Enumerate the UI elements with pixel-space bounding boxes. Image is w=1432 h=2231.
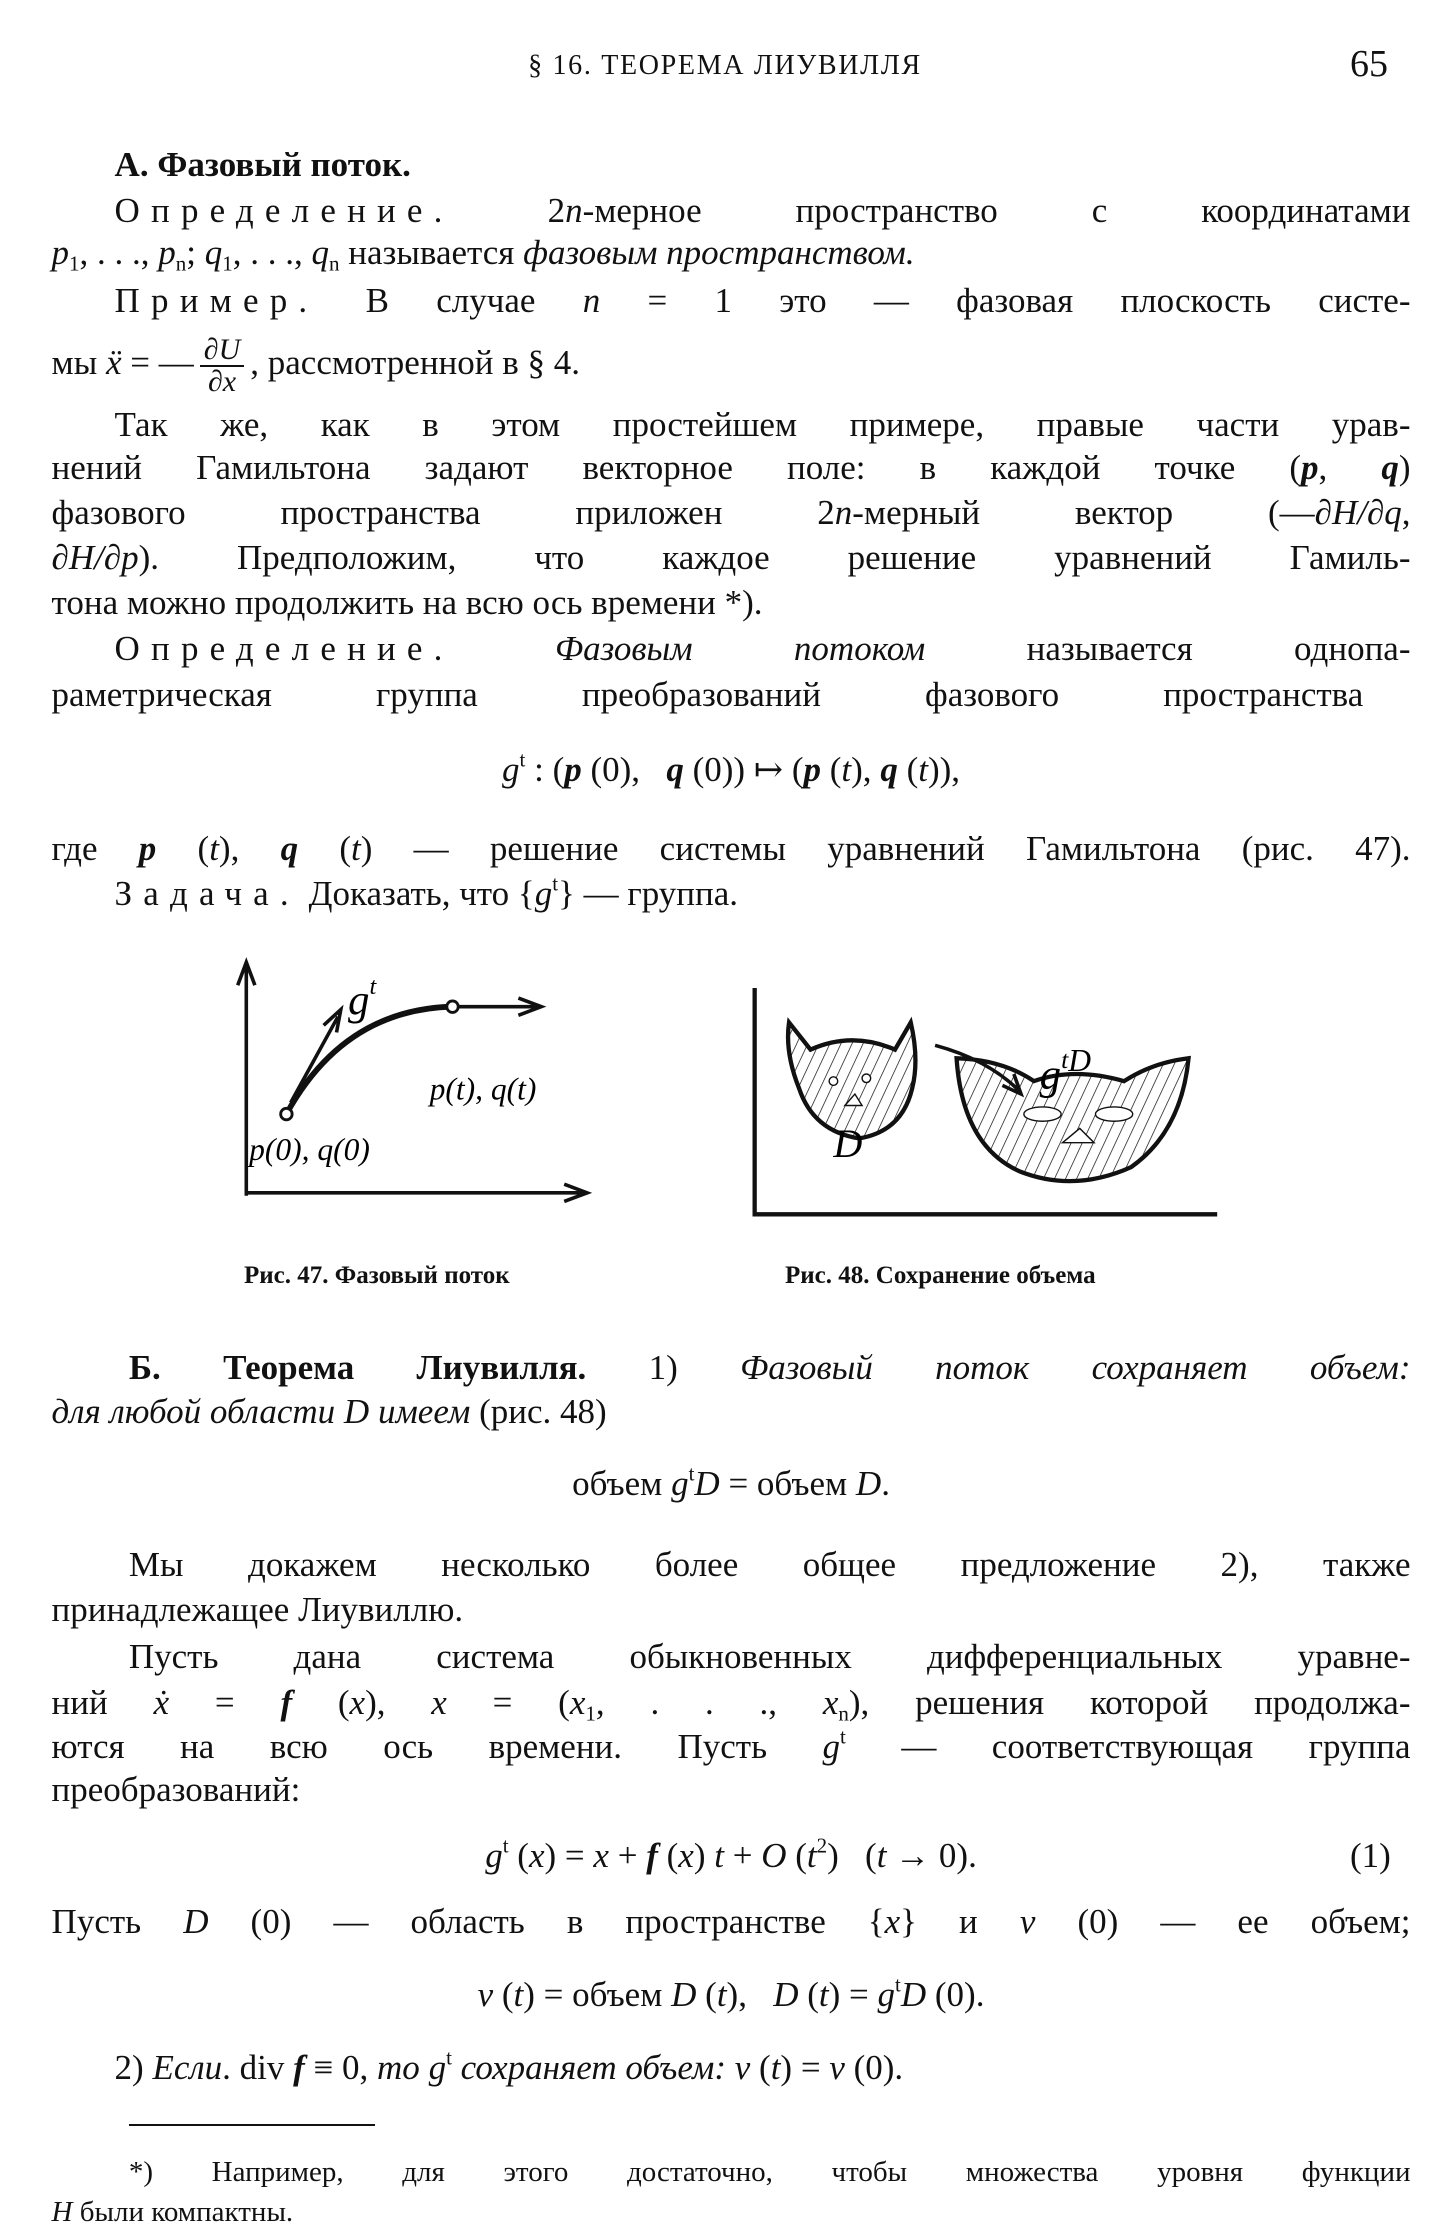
text-run: : ( bbox=[525, 750, 565, 790]
text-run: t bbox=[209, 829, 219, 869]
text-run: ( bbox=[798, 1974, 819, 2014]
cat-eye bbox=[829, 1077, 838, 1086]
text-run: 2) bbox=[114, 2047, 153, 2087]
end-point-label: p(t), q(t) bbox=[429, 1071, 537, 1107]
text-run: p bbox=[51, 233, 70, 273]
text-run: g bbox=[671, 1463, 689, 1503]
text-run: q bbox=[311, 233, 330, 273]
text-run: Задача. bbox=[114, 873, 300, 913]
text-run: 1 bbox=[222, 251, 233, 276]
text-run: Определение. bbox=[114, 628, 454, 668]
text-run: )), bbox=[927, 750, 961, 790]
equation-number: (1) bbox=[1350, 1836, 1391, 1875]
text-run: Если bbox=[152, 2047, 223, 2087]
text-run: тона можно продолжить на всю ось времени *). bbox=[51, 582, 763, 622]
text-run: ) = bbox=[828, 1974, 878, 2014]
text-run: (рис. 48) bbox=[470, 1391, 607, 1431]
text-run: = ( bbox=[446, 1682, 570, 1722]
footnote-divider bbox=[129, 2124, 375, 2126]
text-run: t bbox=[688, 1460, 695, 1485]
text-run: t bbox=[806, 1835, 817, 1875]
text-run: 1 bbox=[585, 1700, 596, 1725]
text-run: Пусть дана система обыкновенных дифференциальных уравне- bbox=[128, 1636, 1411, 1676]
text-run: D bbox=[773, 1974, 799, 2014]
text-run: f bbox=[280, 1682, 293, 1722]
x-axis-arrow bbox=[246, 1184, 587, 1201]
text-run: ний bbox=[51, 1682, 154, 1722]
text-run: ), решения которой продолжа- bbox=[848, 1682, 1411, 1722]
text-run: t bbox=[351, 829, 361, 869]
text-run: n bbox=[565, 190, 583, 230]
text-run: ∂H/∂p bbox=[51, 538, 139, 578]
figure-48-caption: Рис. 48. Сохранение объема bbox=[785, 1262, 1096, 1289]
text-run: = bbox=[169, 1682, 281, 1722]
text-run: (0) — ее объем; bbox=[1035, 1901, 1411, 1941]
text-run: q bbox=[880, 750, 898, 790]
text-run: t bbox=[446, 2045, 452, 2070]
text-run: (0). bbox=[844, 2047, 904, 2087]
text-run: ( bbox=[657, 1835, 679, 1875]
text-run: t bbox=[918, 750, 928, 790]
text-run: t bbox=[502, 1833, 509, 1858]
text-run: q bbox=[666, 750, 684, 790]
text-run: Доказать, что { bbox=[299, 873, 535, 913]
text-run: В случае bbox=[318, 280, 583, 320]
text-run: мы bbox=[51, 343, 106, 383]
text-run: , рассмотренной в § 4. bbox=[250, 343, 581, 383]
text-run: f bbox=[646, 1835, 658, 1875]
text-run: называется однопа- bbox=[925, 628, 1411, 668]
text-run: v bbox=[1019, 1901, 1036, 1941]
text-run: ẋ bbox=[153, 1682, 170, 1722]
text-run: D bbox=[694, 1463, 720, 1503]
text-run: ). Предположим, что каждое решение уравнений Гамиль- bbox=[138, 538, 1411, 578]
text-run: + bbox=[723, 1835, 762, 1875]
text-run: ) = bbox=[544, 1835, 594, 1875]
text-run: p bbox=[803, 750, 822, 790]
start-point-label: p(0), q(0) bbox=[249, 1131, 370, 1167]
text-run: (0) — область в пространстве { bbox=[208, 1901, 885, 1941]
text-run: (0). bbox=[926, 1974, 985, 2014]
text-run: = — bbox=[121, 343, 194, 383]
text-run: t bbox=[818, 1974, 829, 2014]
text-run: t bbox=[895, 1972, 901, 1997]
text-run: -мерное пространство с координатами bbox=[582, 190, 1411, 230]
text-run: ются на всю ось времени. Пусть bbox=[51, 1727, 823, 1767]
text-run: ≡ 0, bbox=[304, 2047, 378, 2087]
text-run: Определение. bbox=[114, 190, 454, 230]
page-number: 65 bbox=[1350, 43, 1388, 85]
text-run: D bbox=[900, 1974, 927, 2014]
text-run: p bbox=[1301, 448, 1319, 488]
text-run: преобразований: bbox=[51, 1770, 301, 1809]
text-run: O bbox=[761, 1835, 787, 1875]
text-run: n bbox=[838, 1700, 849, 1725]
text-run: + bbox=[608, 1835, 647, 1875]
text-run: — соответствующая группа bbox=[845, 1727, 1411, 1767]
text-run: x bbox=[431, 1682, 447, 1722]
text-run: ( bbox=[493, 1974, 514, 2014]
text-run: g bbox=[485, 1835, 503, 1875]
text-run: t bbox=[770, 2047, 781, 2087]
text-run: 1) bbox=[586, 1347, 741, 1387]
text-run: x bbox=[593, 1835, 609, 1875]
text-run: были компактны. bbox=[72, 2196, 294, 2229]
text-run: t bbox=[519, 747, 526, 772]
text-run: n bbox=[329, 251, 340, 276]
text-run: для любой области D имеем bbox=[51, 1391, 471, 1431]
text-run: ( bbox=[897, 750, 919, 790]
text-run: ( bbox=[786, 1835, 807, 1875]
text-run: фазового пространства приложен 2 bbox=[51, 492, 835, 532]
text-run: . bbox=[881, 1463, 890, 1503]
text-run: раметрическая группа преобразований фазового пространства bbox=[51, 674, 1364, 714]
trajectory-arrow bbox=[453, 998, 542, 1015]
text-run: v bbox=[829, 2047, 845, 2087]
text-run: Фазовый поток сохраняет объем: bbox=[740, 1347, 1411, 1387]
text-run: t bbox=[513, 1974, 524, 2014]
text-run: p bbox=[138, 829, 157, 869]
text-run: то bbox=[377, 2047, 420, 2087]
text-run: Фазовым потоком bbox=[554, 628, 926, 668]
text-run: = 1 это — фазовая плоскость систе- bbox=[600, 280, 1411, 320]
text-run: D bbox=[855, 1463, 882, 1503]
text-run: ( bbox=[696, 1974, 717, 2014]
fraction-denominator: ∂x bbox=[207, 365, 237, 398]
fraction-numerator: ∂U bbox=[200, 335, 245, 367]
text-run: фазовым пространством. bbox=[523, 233, 915, 273]
text-run: t bbox=[876, 1835, 887, 1875]
text-run: x bbox=[884, 1901, 901, 1941]
text-run: H bbox=[51, 2196, 73, 2229]
text-run: , . . ., bbox=[79, 233, 159, 273]
text-run: D bbox=[671, 1974, 697, 2014]
text-run: Пусть bbox=[51, 1901, 184, 1941]
text-run: , . . ., bbox=[232, 233, 312, 273]
text-run: x bbox=[569, 1682, 586, 1722]
text-run: ) = bbox=[780, 2047, 830, 2087]
text-run: сохраняет объем: bbox=[460, 2047, 726, 2087]
text-run: Так же, как в этом простейшем примере, правые части урав- bbox=[114, 405, 1411, 445]
text-run: x bbox=[822, 1682, 839, 1722]
cat-eye bbox=[1024, 1107, 1061, 1121]
text-run: q bbox=[280, 829, 299, 869]
text-run: x bbox=[528, 1835, 545, 1875]
text-run: q bbox=[204, 233, 223, 273]
text-run: . div bbox=[222, 2047, 294, 2087]
flow-label: $g^t$ bbox=[347, 972, 377, 1024]
text-run: ẍ bbox=[105, 343, 122, 383]
figure-47-caption: Рис. 47. Фазовый поток bbox=[244, 1262, 510, 1289]
text-run: ), bbox=[726, 1974, 774, 2014]
text-run: принадлежащее Лиувиллю. bbox=[51, 1589, 464, 1629]
text-run: Пример. bbox=[114, 280, 319, 320]
text-run: v bbox=[477, 1974, 494, 2014]
text-run: ( bbox=[156, 829, 210, 869]
text-run: D bbox=[183, 1901, 209, 1941]
text-run: Б. Теорема Лиувилля. bbox=[128, 1347, 587, 1387]
text-run: нений Гамильтона задают векторное поле: в каждой точке ( bbox=[51, 448, 1301, 488]
text-run: 1 bbox=[69, 251, 80, 276]
text-run: f bbox=[293, 2047, 305, 2087]
text-run: Мы докажем несколько более общее предложение 2), также bbox=[128, 1545, 1411, 1585]
end-point bbox=[447, 1001, 458, 1012]
text-run: p bbox=[564, 750, 582, 790]
text-run: g bbox=[428, 2047, 447, 2087]
start-point bbox=[281, 1108, 292, 1119]
text-run: p bbox=[158, 233, 176, 273]
text-run: g bbox=[534, 873, 553, 913]
text-run: } и bbox=[900, 1901, 1020, 1941]
text-run: ), bbox=[218, 829, 281, 869]
text-run: 2 bbox=[453, 190, 566, 230]
text-run: t bbox=[840, 1724, 846, 1749]
text-run: q bbox=[1381, 448, 1399, 488]
text-run: , bbox=[1318, 448, 1382, 488]
text-run: x bbox=[678, 1835, 694, 1875]
cat-eye bbox=[862, 1074, 871, 1083]
text-run: (0)) ↦ ( bbox=[683, 750, 804, 790]
text-run: ; bbox=[186, 233, 205, 273]
region-D-label: D bbox=[833, 1121, 863, 1167]
region-gtD-label: $g^tD$ bbox=[1039, 1043, 1092, 1099]
text-run: *) Например, для этого достаточно, чтобы множества уровня функции bbox=[128, 2156, 1411, 2189]
text-run: = объем bbox=[719, 1463, 856, 1503]
text-run: ∂H/∂q bbox=[1314, 492, 1402, 532]
text-run: t bbox=[714, 1835, 724, 1875]
text-run: → 0). bbox=[886, 1835, 977, 1875]
text-run: где bbox=[51, 829, 139, 869]
text-run: v bbox=[734, 2047, 751, 2087]
cat-eye bbox=[1095, 1107, 1132, 1121]
text-run: x bbox=[349, 1682, 366, 1722]
text-run: ) bbox=[1398, 448, 1411, 488]
text-run: называется bbox=[339, 233, 524, 273]
text-run: 2 bbox=[816, 1833, 828, 1858]
text-run: n bbox=[834, 492, 853, 532]
figure-47-phase-flow bbox=[238, 962, 587, 1201]
text-run: g bbox=[502, 750, 520, 790]
text-run: ( bbox=[292, 1682, 350, 1722]
text-run: n bbox=[175, 251, 187, 276]
text-run: ), bbox=[851, 750, 881, 790]
text-run: t bbox=[716, 1974, 727, 2014]
text-run: , . . ., bbox=[595, 1682, 823, 1722]
text-run: ), bbox=[365, 1682, 432, 1722]
text-run: (0), bbox=[581, 750, 667, 790]
text-run: ) ( bbox=[827, 1835, 877, 1875]
text-run: n bbox=[582, 280, 601, 320]
text-run: t bbox=[552, 870, 559, 895]
text-run: ) — решение системы уравнений Гамильтона (рис. 47). bbox=[360, 829, 1411, 869]
text-run: объем bbox=[572, 1463, 672, 1503]
text-run: -мерный вектор (— bbox=[852, 492, 1315, 532]
text-run: ( bbox=[298, 829, 352, 869]
text-run: ( bbox=[750, 2047, 771, 2087]
text-run: ( bbox=[508, 1835, 529, 1875]
text-run: ) = объем bbox=[523, 1974, 672, 2014]
text-run: ) bbox=[693, 1835, 715, 1875]
text-run: А. Фазовый поток. bbox=[114, 144, 411, 184]
text-run: g bbox=[822, 1727, 841, 1767]
text-run: ( bbox=[821, 750, 842, 790]
text-run: } — группа. bbox=[558, 873, 738, 913]
text-run: , bbox=[1401, 492, 1411, 532]
figure-48-volume-preservation bbox=[755, 988, 1218, 1214]
text-run: g bbox=[877, 1974, 896, 2014]
text-run: t bbox=[841, 750, 852, 790]
running-title-text: § 16. ТЕОРЕМА ЛИУВИЛЛЯ bbox=[528, 50, 922, 81]
